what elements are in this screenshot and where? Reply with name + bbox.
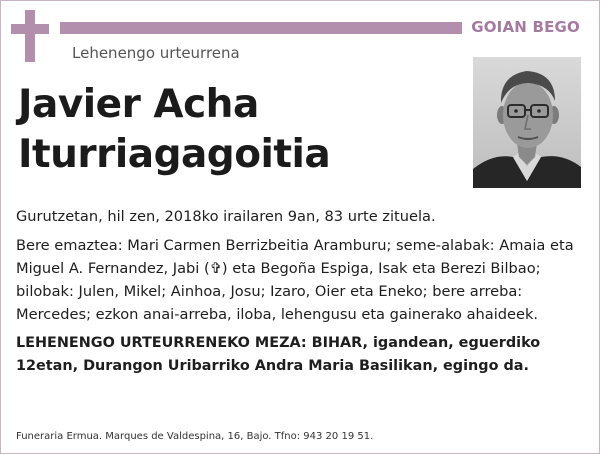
portrait-photo <box>473 57 581 188</box>
anniversary-subtitle: Lehenengo urteurrena <box>72 44 240 62</box>
name-line-2: Iturriagagoitia <box>18 132 331 177</box>
deceased-name <box>18 80 330 180</box>
family-text-part2: ) eta Begoña Espiga, Isak eta Berezi Bilbao; bilobak: Julen, Mikel; Ainhoa, Josu; Izaro, Oier eta Eneko; bere arreba: Mercedes; ezkon anai-arreba, iloba, lehengusu eta gainerako ahaideek. <box>16 260 541 323</box>
name-line-1: Javier Acha <box>18 82 259 127</box>
deceased-cross-icon: ✞ <box>209 260 222 277</box>
header-bar <box>60 22 462 34</box>
death-info: Gurutzetan, hil zen, 2018ko irailaren 9an, 83 urte zituela. <box>16 208 436 225</box>
family-list <box>16 234 588 326</box>
location-label: GOIAN BEGO <box>471 18 580 36</box>
family-text-part1: Bere emaztea: Mari Carmen Berrizbeitia Aramburu; seme-alabak: Amaia eta Miguel A. Fernandez, Jabi ( <box>16 237 574 277</box>
obituary-body <box>16 205 588 384</box>
mass-notice: LEHENENGO URTEURRENEKO MEZA: BIHAR, igandean, eguerdiko 12etan, Durangon Uribarriko Andra Maria Basilikan, egingo da. <box>16 335 541 374</box>
funeral-home-footer: Funeraria Ermua. Marques de Valdespina, 16, Bajo. Tfno: 943 20 19 51. <box>16 431 374 442</box>
latin-cross-icon <box>11 10 49 62</box>
